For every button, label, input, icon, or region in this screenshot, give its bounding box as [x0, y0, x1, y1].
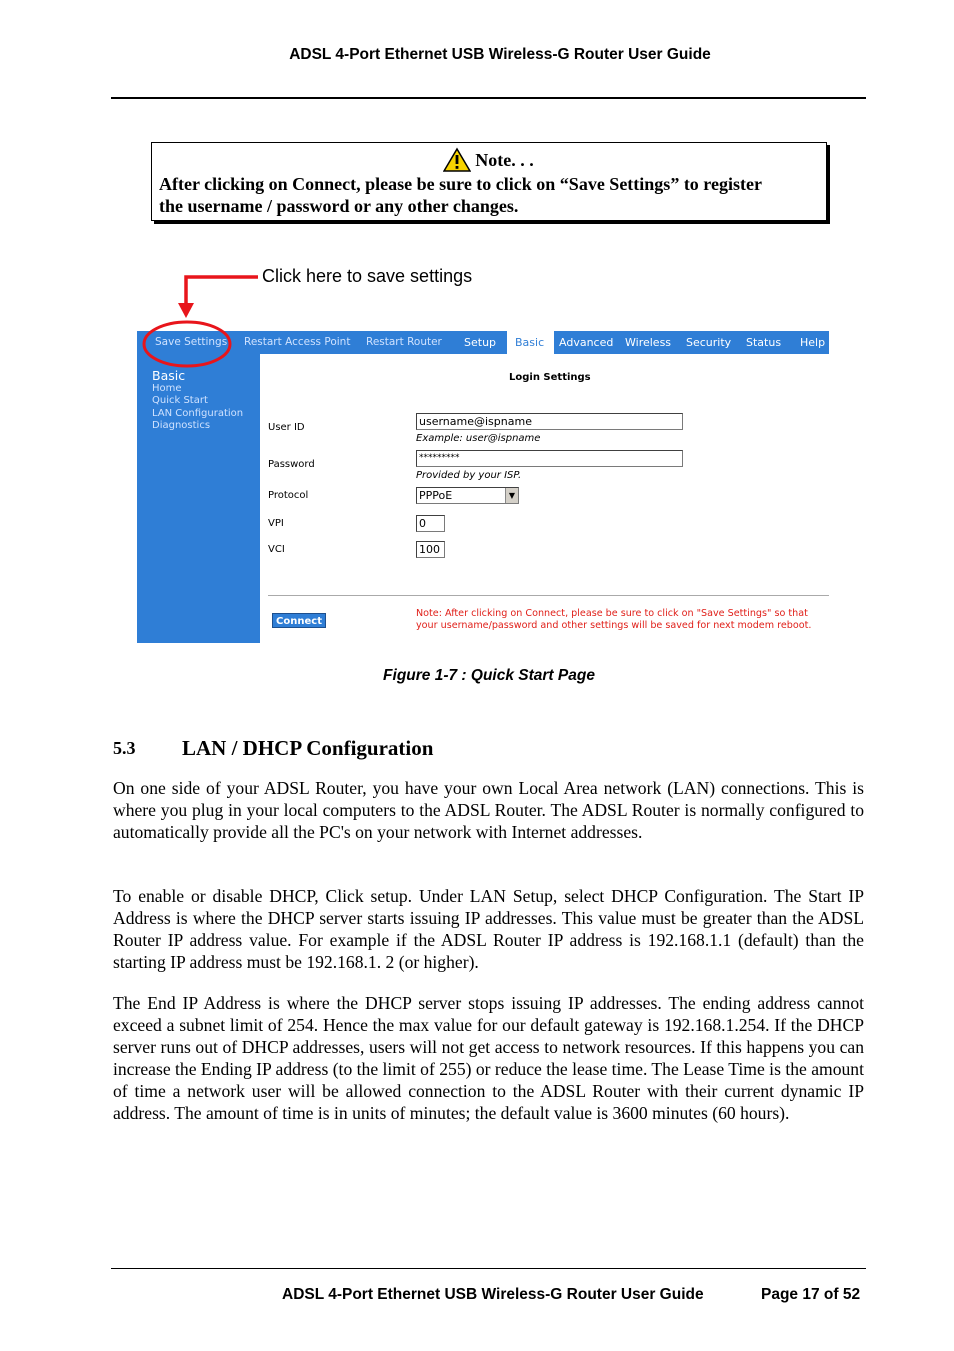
- tab-wireless[interactable]: Wireless: [625, 336, 672, 349]
- running-header: ADSL 4-Port Ethernet USB Wireless-G Router User Guide: [289, 46, 711, 63]
- user-id-hint: Example: user@ispname: [416, 433, 541, 444]
- save-callout-text: Click here to save settings: [262, 266, 473, 286]
- router-main-panel: [260, 354, 829, 643]
- password-input[interactable]: *********: [416, 450, 683, 467]
- sidebar-title: Basic: [152, 368, 186, 383]
- tab-basic[interactable]: Basic: [515, 336, 545, 349]
- login-settings-title: Login Settings: [509, 372, 591, 383]
- user-id-input[interactable]: username@ispname: [416, 413, 683, 430]
- save-reminder-line-2: your username/password and other settings will be saved for next modem reboot.: [416, 620, 812, 631]
- password-hint: Provided by your ISP.: [416, 470, 522, 481]
- protocol-select[interactable]: [416, 487, 519, 504]
- paragraph-1: On one side of your ADSL Router, you have your own Local Area network (LAN) connections. This is where you plug in your local computers to the ADSL Router. The ADSL Router is normally configured to automatically provide all the PC's on your network with Internet addresses.: [113, 778, 864, 842]
- tab-status[interactable]: Status: [746, 336, 782, 349]
- tab-setup[interactable]: Setup: [464, 336, 497, 349]
- sidebar-item-diagnostics[interactable]: Diagnostics: [152, 419, 211, 431]
- section-number: 5.3: [113, 738, 136, 758]
- footer-title: ADSL 4-Port Ethernet USB Wireless-G Router User Guide: [282, 1286, 704, 1303]
- save-settings-link[interactable]: Save Settings: [155, 336, 228, 348]
- tab-help[interactable]: Help: [800, 336, 826, 349]
- sidebar-item-quick-start[interactable]: Quick Start: [152, 395, 208, 407]
- page-number: Page 17 of 52: [761, 1286, 861, 1303]
- warning-icon: [443, 147, 471, 173]
- protocol-selected-value: PPPoE: [419, 489, 453, 502]
- callout-arrowhead: [178, 303, 194, 318]
- section-title: LAN / DHCP Configuration: [182, 736, 434, 760]
- restart-router-link[interactable]: Restart Router: [366, 336, 442, 348]
- connect-button[interactable]: Connect: [272, 613, 326, 628]
- router-sidebar: [137, 354, 260, 643]
- vpi-input[interactable]: 0: [416, 515, 445, 532]
- note-line-1: After clicking on Connect, please be sure to click on “Save Settings” to register: [159, 174, 762, 194]
- tab-security[interactable]: Security: [686, 336, 732, 349]
- dropdown-arrow-icon[interactable]: ▼: [505, 488, 518, 503]
- tab-advanced[interactable]: Advanced: [559, 336, 614, 349]
- sidebar-item-lan-configuration[interactable]: LAN Configuration: [152, 407, 244, 419]
- router-screenshot: [137, 331, 829, 643]
- password-label: Password: [268, 459, 315, 470]
- protocol-label: Protocol: [268, 490, 309, 501]
- user-id-label: User ID: [268, 422, 305, 433]
- note-box: [151, 142, 827, 221]
- restart-access-point-link[interactable]: Restart Access Point: [244, 336, 351, 348]
- callout-arrow-line: [186, 277, 258, 306]
- note-title: Note. . .: [475, 150, 534, 170]
- note-line-2: the username / password or any other changes.: [159, 196, 519, 216]
- save-reminder-line-1: Note: After clicking on Connect, please be sure to click on "Save Settings" so that: [416, 608, 808, 619]
- vpi-label: VPI: [268, 518, 284, 529]
- note-title-row: [159, 147, 818, 173]
- footer-rule: [111, 1268, 866, 1269]
- figure-caption: Figure 1-7 : Quick Start Page: [383, 667, 595, 684]
- paragraph-3: The End IP Address is where the DHCP server stops issuing IP addresses. The ending address cannot exceed a subnet limit of 254. Hence the max value for our default gateway is 192.168.1.254. If the DHCP server runs out of DHCP addresses, users will not get access to network resources. If this happens you can increase the Ending IP address (to the limit of 255) or reduce the lease time. The Lease Time is the amount of time a network user will be allowed connection to the ADSL Router with their current dynamic IP address. The amount of time is in units of minutes; the default value is 3600 minutes (60 hours).: [113, 993, 864, 1123]
- save-reminder-note: [416, 608, 811, 632]
- paragraph-2: To enable or disable DHCP, Click setup. Under LAN Setup, select DHCP Configuration. The Start IP Address is where the DHCP server starts issuing IP addresses. This value must be greater than the ADSL Router IP address value. For example if the ADSL Router IP address is 192.168.1.1 (default) than the starting IP address must be 192.168.1. 2 (or higher).: [113, 886, 864, 972]
- router-top-bar: [137, 331, 829, 354]
- sidebar-item-home[interactable]: Home: [152, 383, 182, 394]
- vci-input[interactable]: 100: [416, 541, 445, 558]
- form-divider: [268, 595, 829, 596]
- header-rule: [111, 97, 866, 99]
- vci-label: VCI: [268, 544, 285, 555]
